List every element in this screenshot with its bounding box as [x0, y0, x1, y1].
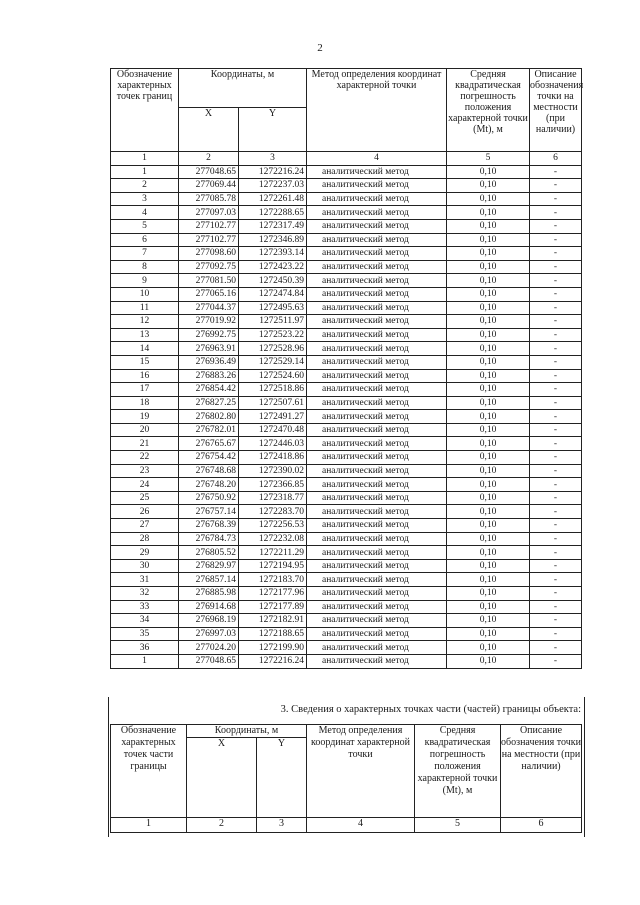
- coord-x: 277098.60: [179, 247, 239, 261]
- page-number: 2: [317, 42, 323, 54]
- table-row: [111, 369, 582, 383]
- coord-x: 277024.20: [179, 641, 239, 655]
- column-number: 6: [530, 152, 582, 166]
- point-number: 1: [111, 654, 179, 668]
- point-number: 22: [111, 451, 179, 465]
- method-cell: аналитический метод: [307, 437, 447, 451]
- description-cell: -: [530, 505, 582, 519]
- table-row: [111, 165, 582, 179]
- error-cell: 0,10: [447, 247, 530, 261]
- column-number: 5: [415, 818, 501, 833]
- description-cell: -: [530, 491, 582, 505]
- description-cell: -: [530, 165, 582, 179]
- header-coordinates: Координаты, м: [179, 69, 307, 108]
- coord-x: 276805.52: [179, 546, 239, 560]
- table2-header-row: [111, 725, 582, 738]
- description-cell: -: [530, 247, 582, 261]
- coord-y: 1272491.27: [239, 410, 307, 424]
- coord-y: 1272518.86: [239, 383, 307, 397]
- point-number: 11: [111, 301, 179, 315]
- method-cell: аналитический метод: [307, 301, 447, 315]
- coord-x: 276757.14: [179, 505, 239, 519]
- method-cell: аналитический метод: [307, 233, 447, 247]
- table-row: [111, 519, 582, 533]
- coord-x: 276936.49: [179, 355, 239, 369]
- description-cell: -: [530, 301, 582, 315]
- point-number: 30: [111, 559, 179, 573]
- header-x: X: [179, 107, 239, 151]
- column-number: 4: [307, 152, 447, 166]
- table-row: [111, 614, 582, 628]
- table-row: [111, 274, 582, 288]
- point-number: 24: [111, 478, 179, 492]
- table-row: [111, 410, 582, 424]
- table-row: [111, 355, 582, 369]
- coord-y: 1272529.14: [239, 355, 307, 369]
- table-row: [111, 464, 582, 478]
- point-number: 17: [111, 383, 179, 397]
- coord-y: 1272188.65: [239, 627, 307, 641]
- point-number: 4: [111, 206, 179, 220]
- table-row: [111, 383, 582, 397]
- table-row: [111, 627, 582, 641]
- description-cell: -: [530, 274, 582, 288]
- table-row: [111, 287, 582, 301]
- table-row: [111, 247, 582, 261]
- method-cell: аналитический метод: [307, 464, 447, 478]
- header2-error: Средняя квадратическая погрешность положения характерной точки (Mt), м: [415, 725, 501, 818]
- coord-y: 1272511.97: [239, 315, 307, 329]
- coord-x: 276968.19: [179, 614, 239, 628]
- error-cell: 0,10: [447, 287, 530, 301]
- table-row: [111, 654, 582, 668]
- coord-x: 277081.50: [179, 274, 239, 288]
- description-cell: -: [530, 192, 582, 206]
- header2-coordinates: Координаты, м: [187, 725, 307, 738]
- coord-y: 1272474.84: [239, 287, 307, 301]
- description-cell: -: [530, 451, 582, 465]
- description-cell: -: [530, 437, 582, 451]
- error-cell: 0,10: [447, 464, 530, 478]
- description-cell: -: [530, 546, 582, 560]
- method-cell: аналитический метод: [307, 192, 447, 206]
- table-row: [111, 423, 582, 437]
- description-cell: -: [530, 410, 582, 424]
- table-row: [111, 451, 582, 465]
- header-error: Средняя квадратическая погрешность положения характерной точки (Mt), м: [447, 69, 530, 152]
- error-cell: 0,10: [447, 532, 530, 546]
- table-row: [111, 301, 582, 315]
- coord-y: 1272524.60: [239, 369, 307, 383]
- header2-method: Метод определения координат характерной точки: [307, 725, 415, 818]
- error-cell: 0,10: [447, 233, 530, 247]
- error-cell: 0,10: [447, 559, 530, 573]
- method-cell: аналитический метод: [307, 641, 447, 655]
- error-cell: 0,10: [447, 423, 530, 437]
- coord-y: 1272366.85: [239, 478, 307, 492]
- method-cell: аналитический метод: [307, 315, 447, 329]
- description-cell: -: [530, 423, 582, 437]
- coord-y: 1272211.29: [239, 546, 307, 560]
- table-row: [111, 559, 582, 573]
- table-header-row: [111, 69, 582, 108]
- coord-x: 276829.97: [179, 559, 239, 573]
- point-number: 14: [111, 342, 179, 356]
- error-cell: 0,10: [447, 614, 530, 628]
- coord-x: 276765.67: [179, 437, 239, 451]
- coord-y: 1272523.22: [239, 328, 307, 342]
- coord-y: 1272216.24: [239, 165, 307, 179]
- error-cell: 0,10: [447, 192, 530, 206]
- column-number: 2: [187, 818, 257, 833]
- point-number: 9: [111, 274, 179, 288]
- coord-x: 276784.73: [179, 532, 239, 546]
- point-number: 13: [111, 328, 179, 342]
- coord-x: 276827.25: [179, 396, 239, 410]
- coord-y: 1272418.86: [239, 451, 307, 465]
- point-number: 3: [111, 192, 179, 206]
- column-number: 4: [307, 818, 415, 833]
- point-number: 23: [111, 464, 179, 478]
- description-cell: -: [530, 206, 582, 220]
- description-cell: -: [530, 355, 582, 369]
- coord-y: 1272507.61: [239, 396, 307, 410]
- point-number: 34: [111, 614, 179, 628]
- method-cell: аналитический метод: [307, 559, 447, 573]
- column-number: 3: [257, 818, 307, 833]
- point-number: 27: [111, 519, 179, 533]
- coord-x: 277097.03: [179, 206, 239, 220]
- error-cell: 0,10: [447, 451, 530, 465]
- column-number: 1: [111, 152, 179, 166]
- column-number: 6: [501, 818, 582, 833]
- method-cell: аналитический метод: [307, 179, 447, 193]
- error-cell: 0,10: [447, 573, 530, 587]
- description-cell: -: [530, 559, 582, 573]
- point-number: 15: [111, 355, 179, 369]
- error-cell: 0,10: [447, 369, 530, 383]
- description-cell: -: [530, 464, 582, 478]
- point-number: 31: [111, 573, 179, 587]
- table-row: [111, 328, 582, 342]
- point-number: 35: [111, 627, 179, 641]
- point-number: 10: [111, 287, 179, 301]
- column-number: 2: [179, 152, 239, 166]
- error-cell: 0,10: [447, 342, 530, 356]
- coord-y: 1272495.63: [239, 301, 307, 315]
- coord-y: 1272423.22: [239, 260, 307, 274]
- description-cell: -: [530, 233, 582, 247]
- method-cell: аналитический метод: [307, 410, 447, 424]
- table-row: [111, 206, 582, 220]
- error-cell: 0,10: [447, 355, 530, 369]
- description-cell: -: [530, 532, 582, 546]
- method-cell: аналитический метод: [307, 505, 447, 519]
- header-y: Y: [239, 107, 307, 151]
- method-cell: аналитический метод: [307, 206, 447, 220]
- description-cell: -: [530, 587, 582, 601]
- error-cell: 0,10: [447, 260, 530, 274]
- coord-x: 277048.65: [179, 654, 239, 668]
- point-number: 7: [111, 247, 179, 261]
- header2-y: Y: [257, 738, 307, 818]
- description-cell: -: [530, 315, 582, 329]
- point-number: 6: [111, 233, 179, 247]
- table-row: [111, 587, 582, 601]
- coord-x: 276854.42: [179, 383, 239, 397]
- coord-y: 1272183.70: [239, 573, 307, 587]
- error-cell: 0,10: [447, 274, 530, 288]
- error-cell: 0,10: [447, 219, 530, 233]
- table-row: [111, 192, 582, 206]
- method-cell: аналитический метод: [307, 342, 447, 356]
- coord-y: 1272261.48: [239, 192, 307, 206]
- coord-y: 1272177.89: [239, 600, 307, 614]
- part-boundary-points-table: [110, 724, 582, 833]
- coord-y: 1272194.95: [239, 559, 307, 573]
- header-designation: Обозначение характерных точек границ: [111, 69, 179, 152]
- point-number: 5: [111, 219, 179, 233]
- error-cell: 0,10: [447, 206, 530, 220]
- table-row: [111, 219, 582, 233]
- coord-x: 276885.98: [179, 587, 239, 601]
- coord-y: 1272182.91: [239, 614, 307, 628]
- point-number: 2: [111, 179, 179, 193]
- coord-y: 1272216.24: [239, 654, 307, 668]
- coord-y: 1272528.96: [239, 342, 307, 356]
- table2-column-numbers-row: [111, 818, 582, 833]
- coord-y: 1272318.77: [239, 491, 307, 505]
- point-number: 19: [111, 410, 179, 424]
- point-number: 21: [111, 437, 179, 451]
- point-number: 25: [111, 491, 179, 505]
- table-row: [111, 573, 582, 587]
- point-number: 18: [111, 396, 179, 410]
- table-row: [111, 600, 582, 614]
- description-cell: -: [530, 369, 582, 383]
- coord-x: 277065.16: [179, 287, 239, 301]
- method-cell: аналитический метод: [307, 383, 447, 397]
- description-cell: -: [530, 600, 582, 614]
- error-cell: 0,10: [447, 410, 530, 424]
- method-cell: аналитический метод: [307, 546, 447, 560]
- point-number: 8: [111, 260, 179, 274]
- point-number: 29: [111, 546, 179, 560]
- method-cell: аналитический метод: [307, 165, 447, 179]
- header-method: Метод определения координат характерной точки: [307, 69, 447, 152]
- description-cell: -: [530, 219, 582, 233]
- error-cell: 0,10: [447, 627, 530, 641]
- method-cell: аналитический метод: [307, 519, 447, 533]
- boundary-points-table: [110, 68, 582, 669]
- coord-x: 277048.65: [179, 165, 239, 179]
- coord-x: 276857.14: [179, 573, 239, 587]
- error-cell: 0,10: [447, 383, 530, 397]
- coord-x: 276782.01: [179, 423, 239, 437]
- coord-y: 1272346.89: [239, 233, 307, 247]
- method-cell: аналитический метод: [307, 451, 447, 465]
- section3-title: 3. Сведения о характерных точках части (частей) границы объекта:: [280, 704, 581, 715]
- coord-x: 277102.77: [179, 233, 239, 247]
- coord-x: 277102.77: [179, 219, 239, 233]
- point-number: 28: [111, 532, 179, 546]
- error-cell: 0,10: [447, 546, 530, 560]
- coord-y: 1272390.02: [239, 464, 307, 478]
- column-number: 5: [447, 152, 530, 166]
- description-cell: -: [530, 383, 582, 397]
- table-row: [111, 179, 582, 193]
- description-cell: -: [530, 478, 582, 492]
- header2-designation: Обозначение характерных точек части границы: [111, 725, 187, 818]
- description-cell: -: [530, 654, 582, 668]
- error-cell: 0,10: [447, 179, 530, 193]
- method-cell: аналитический метод: [307, 247, 447, 261]
- table-body: [111, 165, 582, 668]
- error-cell: 0,10: [447, 654, 530, 668]
- method-cell: аналитический метод: [307, 627, 447, 641]
- description-cell: -: [530, 179, 582, 193]
- coord-x: 277085.78: [179, 192, 239, 206]
- point-number: 32: [111, 587, 179, 601]
- coord-x: 277044.37: [179, 301, 239, 315]
- coord-x: 276883.26: [179, 369, 239, 383]
- coord-x: 276754.42: [179, 451, 239, 465]
- method-cell: аналитический метод: [307, 532, 447, 546]
- coord-y: 1272470.48: [239, 423, 307, 437]
- coord-y: 1272393.14: [239, 247, 307, 261]
- error-cell: 0,10: [447, 328, 530, 342]
- method-cell: аналитический метод: [307, 600, 447, 614]
- coord-y: 1272237.03: [239, 179, 307, 193]
- method-cell: аналитический метод: [307, 355, 447, 369]
- error-cell: 0,10: [447, 600, 530, 614]
- point-number: 1: [111, 165, 179, 179]
- table-row: [111, 315, 582, 329]
- coord-y: 1272199.90: [239, 641, 307, 655]
- coord-y: 1272232.08: [239, 532, 307, 546]
- point-number: 12: [111, 315, 179, 329]
- description-cell: -: [530, 641, 582, 655]
- error-cell: 0,10: [447, 641, 530, 655]
- description-cell: -: [530, 260, 582, 274]
- method-cell: аналитический метод: [307, 396, 447, 410]
- error-cell: 0,10: [447, 478, 530, 492]
- coord-x: 276997.03: [179, 627, 239, 641]
- column-number: 1: [111, 818, 187, 833]
- coord-x: 276802.80: [179, 410, 239, 424]
- table-row: [111, 478, 582, 492]
- description-cell: -: [530, 396, 582, 410]
- description-cell: -: [530, 287, 582, 301]
- table-row: [111, 546, 582, 560]
- coord-y: 1272288.65: [239, 206, 307, 220]
- header2-description: Описание обозначения точки на местности (при наличии): [501, 725, 582, 818]
- description-cell: -: [530, 627, 582, 641]
- table-row: [111, 396, 582, 410]
- table-row: [111, 233, 582, 247]
- coord-y: 1272283.70: [239, 505, 307, 519]
- error-cell: 0,10: [447, 315, 530, 329]
- table-row: [111, 437, 582, 451]
- point-number: 16: [111, 369, 179, 383]
- method-cell: аналитический метод: [307, 614, 447, 628]
- method-cell: аналитический метод: [307, 478, 447, 492]
- error-cell: 0,10: [447, 396, 530, 410]
- coord-y: 1272177.96: [239, 587, 307, 601]
- method-cell: аналитический метод: [307, 260, 447, 274]
- point-number: 36: [111, 641, 179, 655]
- method-cell: аналитический метод: [307, 654, 447, 668]
- table-row: [111, 532, 582, 546]
- table-row: [111, 505, 582, 519]
- coord-x: 276992.75: [179, 328, 239, 342]
- method-cell: аналитический метод: [307, 219, 447, 233]
- table-row: [111, 491, 582, 505]
- point-number: 20: [111, 423, 179, 437]
- point-number: 33: [111, 600, 179, 614]
- coord-x: 277019.92: [179, 315, 239, 329]
- method-cell: аналитический метод: [307, 587, 447, 601]
- method-cell: аналитический метод: [307, 491, 447, 505]
- error-cell: 0,10: [447, 505, 530, 519]
- table-row: [111, 342, 582, 356]
- coord-x: 276750.92: [179, 491, 239, 505]
- method-cell: аналитический метод: [307, 369, 447, 383]
- point-number: 26: [111, 505, 179, 519]
- method-cell: аналитический метод: [307, 274, 447, 288]
- coord-x: 276963.91: [179, 342, 239, 356]
- coord-x: 277092.75: [179, 260, 239, 274]
- table-row: [111, 260, 582, 274]
- description-cell: -: [530, 342, 582, 356]
- table-row: [111, 641, 582, 655]
- error-cell: 0,10: [447, 301, 530, 315]
- method-cell: аналитический метод: [307, 287, 447, 301]
- description-cell: -: [530, 573, 582, 587]
- method-cell: аналитический метод: [307, 328, 447, 342]
- coord-x: 276748.20: [179, 478, 239, 492]
- error-cell: 0,10: [447, 491, 530, 505]
- column-numbers-row: [111, 152, 582, 166]
- column-number: 3: [239, 152, 307, 166]
- method-cell: аналитический метод: [307, 423, 447, 437]
- coord-x: 276768.39: [179, 519, 239, 533]
- header-description: Описание обозначения точки на местности (при наличии): [530, 69, 582, 152]
- description-cell: -: [530, 519, 582, 533]
- coord-y: 1272256.53: [239, 519, 307, 533]
- description-cell: -: [530, 614, 582, 628]
- error-cell: 0,10: [447, 519, 530, 533]
- description-cell: -: [530, 328, 582, 342]
- error-cell: 0,10: [447, 437, 530, 451]
- coord-y: 1272450.39: [239, 274, 307, 288]
- coord-y: 1272317.49: [239, 219, 307, 233]
- error-cell: 0,10: [447, 165, 530, 179]
- header2-x: X: [187, 738, 257, 818]
- method-cell: аналитический метод: [307, 573, 447, 587]
- coord-y: 1272446.03: [239, 437, 307, 451]
- coord-x: 276748.68: [179, 464, 239, 478]
- error-cell: 0,10: [447, 587, 530, 601]
- coord-x: 277069.44: [179, 179, 239, 193]
- coord-x: 276914.68: [179, 600, 239, 614]
